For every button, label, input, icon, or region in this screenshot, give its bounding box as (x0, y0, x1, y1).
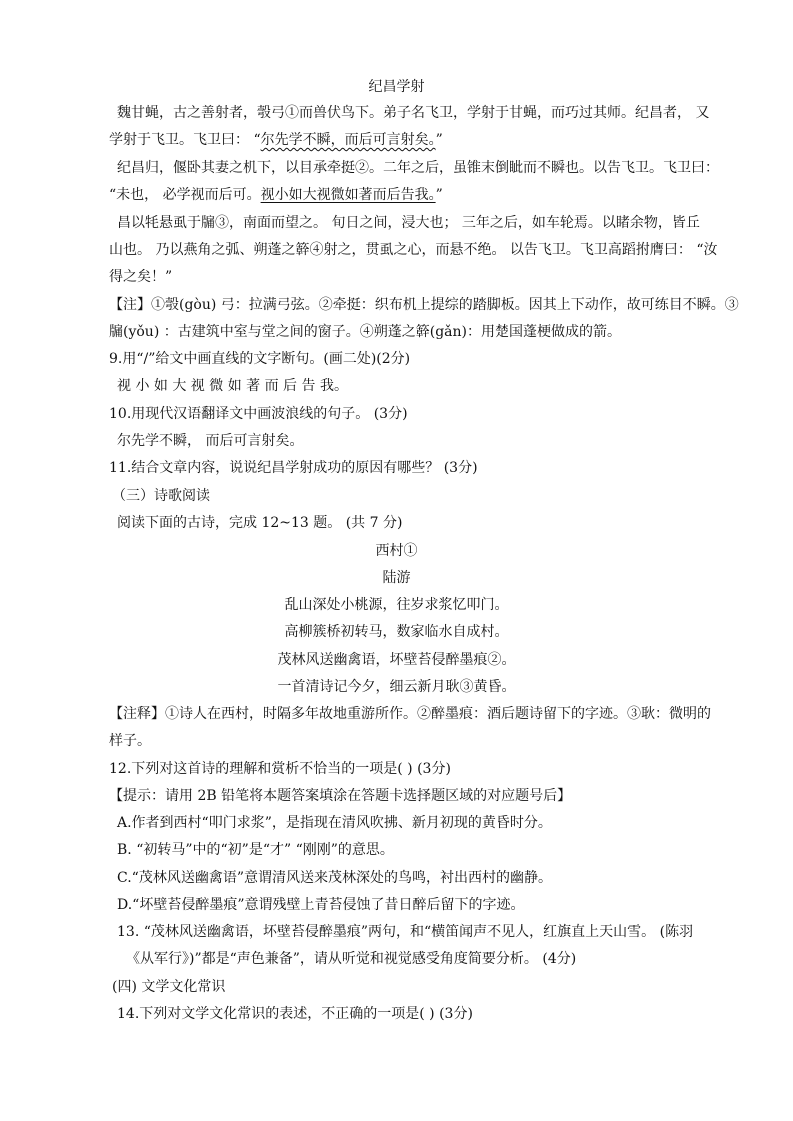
section-3-intro: 阅读下面的古诗，完成 12~13 题。 (共 7 分) (117, 515, 403, 531)
question-12-option-c: C.“茂林风送幽禽语”意谓清风送来茂林深处的鸟鸣，衬出西村的幽静。 (117, 870, 552, 886)
question-13-line2: 《从军行》)”都是“声色兼备”，请从听觉和视觉感受角度简要分析。 (4分) (126, 951, 577, 967)
question-9-sentence: 视 小 如 大 视 微 如 著 而 后 告 我。 (117, 378, 348, 394)
passage-p3-line3: 得之矣！” (109, 269, 173, 285)
poem-line-2: 高柳簇桥初转马，数家临水自成村。 (284, 624, 509, 640)
passage-p3-line1: 昌以牦悬虱于牖③，南面而望之。 旬日之间，浸大也； 三年之后，如车轮焉。以睹余物，皆丘 (117, 215, 700, 231)
passage-p1-line1: 魏甘蝇，古之善射者，彀弓①而兽伏鸟下。弟子名飞卫，学射于甘蝇，而巧过其师。纪昌者， 又 (117, 105, 710, 121)
question-12-tip: 【提示：请用 2B 铅笔将本题答案填涂在答题卡选择题区域的对应题号后】 (109, 788, 572, 804)
question-12-option-b: B. “初转马”中的“初”是“才” “刚刚”的意思。 (117, 842, 394, 858)
text-segment: ” (435, 187, 443, 203)
section-4-heading: (四) 文学文化常识 (112, 979, 226, 995)
poem-author: 陆游 (382, 570, 411, 586)
question-12: 12.下列对这首诗的理解和赏析不恰当的一项是( ) (3分) (109, 761, 451, 777)
underlined-sentence: 视小如大视微如著而后告我。 (260, 187, 436, 203)
text-segment: “未也， 必学视而后可。 (109, 187, 261, 203)
text-segment: 学射于飞卫。飞卫曰： “ (109, 132, 261, 148)
question-10-sentence: 尔先学不瞬， 而后可言射矣。 (117, 433, 304, 449)
passage-p2-line1: 纪昌归，偃卧其妻之机下，以目承牵挺②。二年之后，虽锥末倒眦而不瞬也。以告飞卫。飞卫曰： (117, 160, 719, 176)
poem-line-3: 茂林风送幽禽语，坏壁苔侵醉墨痕②。 (277, 652, 516, 668)
question-10: 10.用现代汉语翻译文中画波浪线的句子。 (3分) (109, 406, 408, 422)
question-14: 14.下列对文学文化常识的表述，不正确的一项是( ) (3分) (117, 1006, 473, 1022)
passage-title: 纪昌学射 (368, 79, 425, 95)
question-12-option-a: A.作者到西村“叩门求浆”，是指现在清风吹拂、新月初现的黄昏时分。 (117, 815, 552, 831)
text-segment: ” (435, 132, 443, 148)
wavy-underlined-sentence: 尔先学不瞬，而后可言射矣。 (260, 132, 436, 148)
passage-note-line2: 牖(yǒu) ：古建筑中室与堂之间的窗子。④朔蓬之簳(gǎn)：用楚国蓬梗做成的箭。 (109, 324, 621, 340)
section-3-heading: （三）诗歌阅读 (112, 488, 210, 504)
question-13-line1: 13. “茂林风送幽禽语，坏壁苔侵醉墨痕”两句，和“横笛闻声不见人，红旗直上天山雪。 (陈羽 (117, 924, 694, 940)
passage-p1-line2 (109, 130, 443, 150)
poem-line-4: 一首清诗记今夕，细云新月耿③黄昏。 (277, 679, 516, 695)
poem-note-line1: 【注释】①诗人在西村，时隔多年故地重游所作。②醉墨痕：酒后题诗留下的字迹。③耿：微明的 (109, 706, 711, 722)
passage-note-line1: 【注】①彀(gòu) 弓：拉满弓弦。②牵挺：织布机上提综的踏脚板。因其上下动作，故可练目不瞬。③ (109, 297, 739, 313)
question-12-option-d: D.“坏壁苔侵醉墨痕”意谓残壁上青苔侵蚀了昔日醉后留下的字迹。 (117, 897, 525, 913)
passage-p3-line2: 山也。 乃以燕角之弧、朔蓬之簳④射之，贯虱之心，而悬不绝。 以告飞卫。飞卫高蹈拊膺曰： “汝 (109, 242, 718, 258)
passage-p2-line2 (109, 185, 443, 205)
poem-note-line2: 样子。 (109, 733, 151, 749)
poem-title: 西村① (375, 543, 418, 559)
poem-line-1: 乱山深处小桃源，往岁求浆忆叩门。 (284, 597, 509, 613)
question-9: 9.用“/”给文中画直线的文字断句。(画二处)(2分) (109, 351, 411, 367)
question-11: 11.结合文章内容，说说纪昌学射成功的原因有哪些？ (3分) (109, 460, 478, 476)
